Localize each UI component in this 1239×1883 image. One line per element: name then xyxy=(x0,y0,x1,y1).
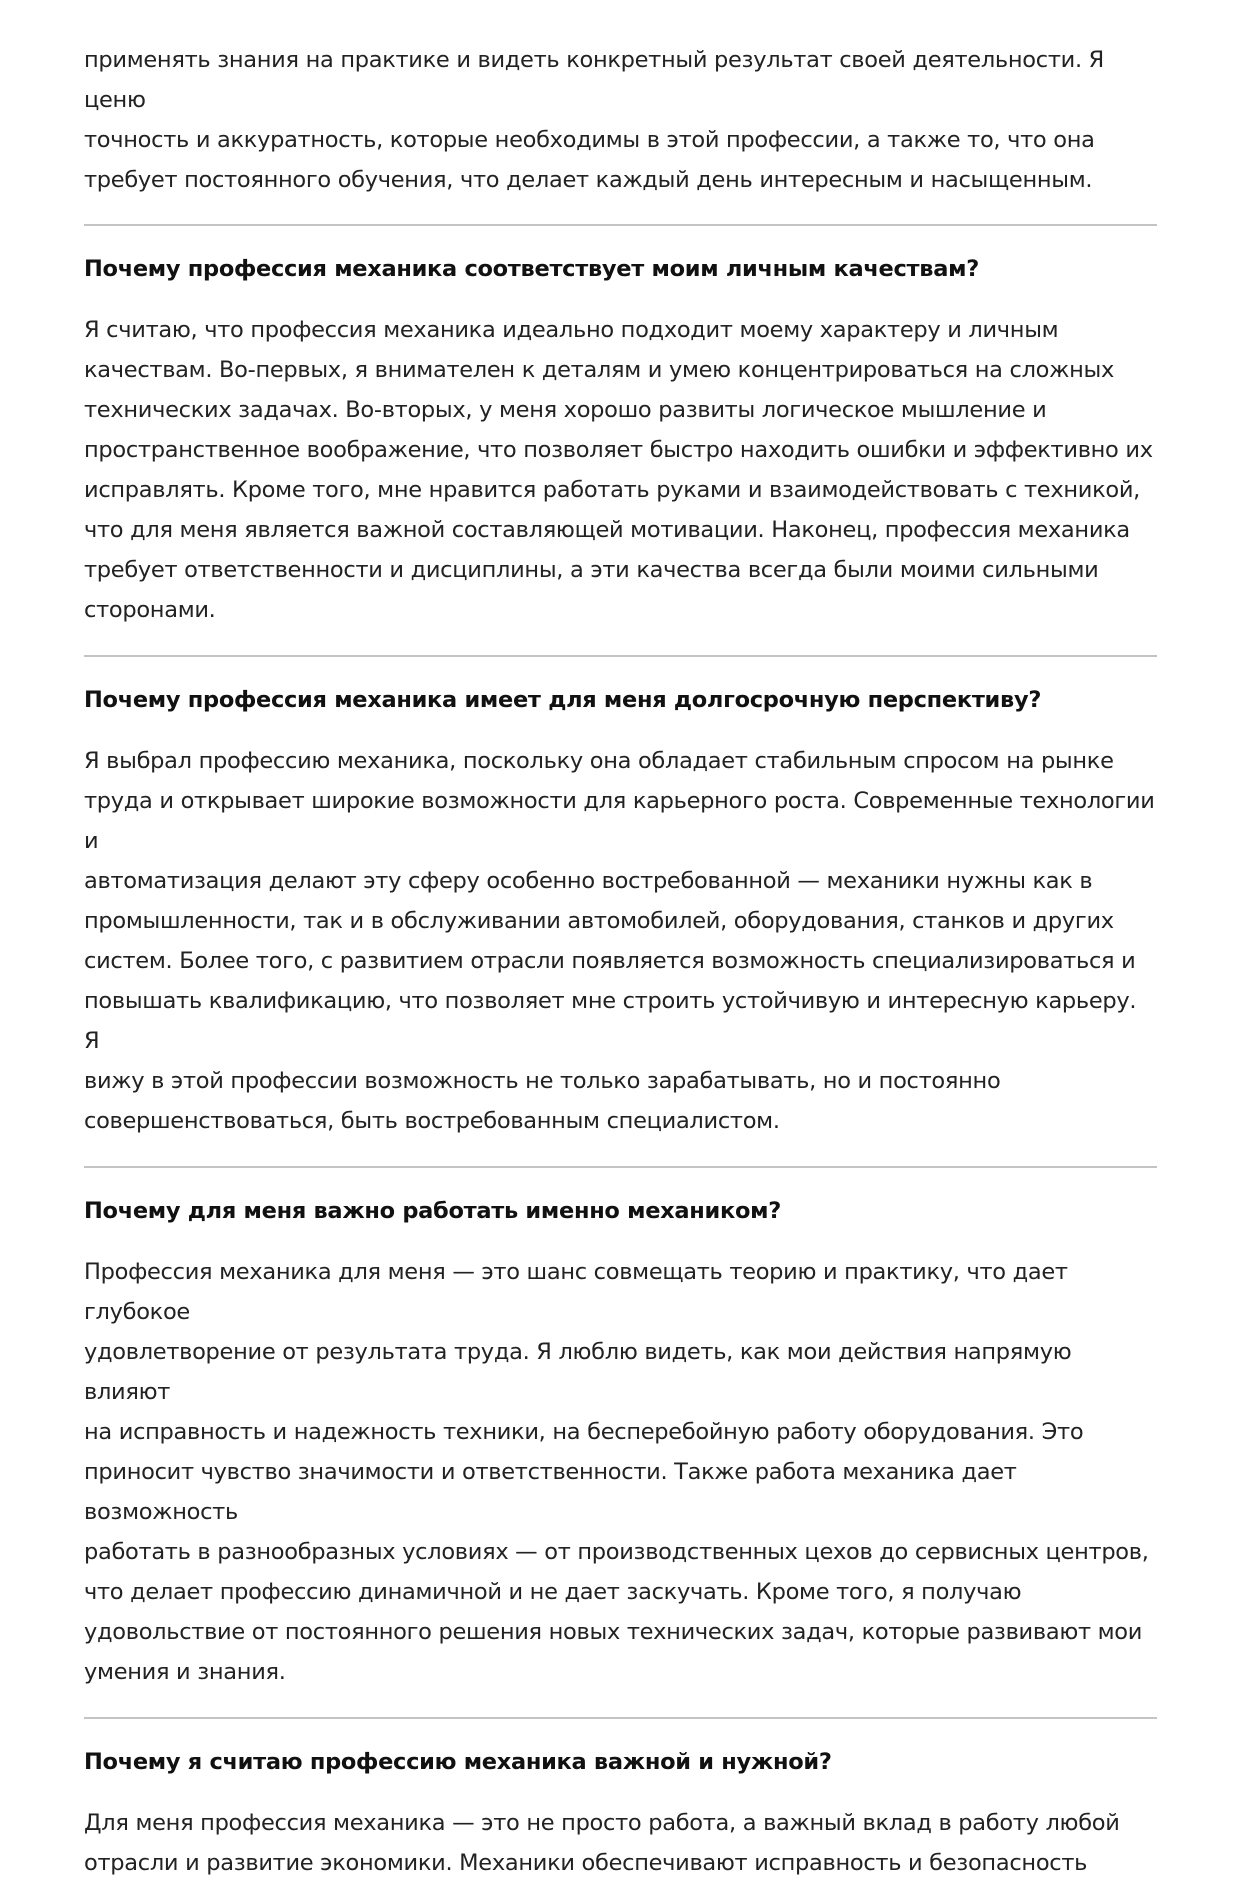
text-line: отрасли и развитие экономики. Механики обеспечивают исправность и безопасность xyxy=(84,1850,1088,1876)
text-line: требует постоянного обучения, что делает каждый день интересным и насыщенным. xyxy=(84,167,1093,193)
text-line: удовлетворение от результата труда. Я люблю видеть, как мои действия напрямую влияют xyxy=(84,1339,1072,1405)
document-page xyxy=(84,40,1157,1883)
text-line: Для меня профессия механика — это не просто работа, а важный вклад в работу любой xyxy=(84,1810,1120,1836)
text-line: что делает профессию динамичной и не дает заскучать. Кроме того, я получаю xyxy=(84,1579,1022,1605)
text-line: применять знания на практике и видеть конкретный результат своей деятельности. Я ценю xyxy=(84,47,1104,113)
section-heading: Почему для меня важно работать именно механиком? xyxy=(84,1198,781,1224)
text-line: приносит чувство значимости и ответственности. Также работа механика дает возможность xyxy=(84,1459,1017,1525)
text-line: вижу в этой профессии возможность не только зарабатывать, но и постоянно xyxy=(84,1068,1001,1094)
text-line: повышать квалификацию, что позволяет мне строить устойчивую и интересную карьеру. Я xyxy=(84,988,1137,1054)
text-line: Я считаю, что профессия механика идеально подходит моему характеру и личным xyxy=(84,317,1059,343)
text-line: точность и аккуратность, которые необходимы в этой профессии, а также то, что она xyxy=(84,127,1095,153)
text-line: сторонами. xyxy=(84,597,216,623)
text-line: технических задачах. Во-вторых, у меня хорошо развиты логическое мышление и xyxy=(84,397,1047,423)
text-line: на исправность и надежность техники, на бесперебойную работу оборудования. Это xyxy=(84,1419,1084,1445)
section-heading: Почему профессия механика соответствует моим личным качествам? xyxy=(84,256,979,282)
text-line: удовольствие от постоянного решения новых технических задач, которые развивают мои xyxy=(84,1619,1143,1645)
text-line: пространственное воображение, что позволяет быстро находить ошибки и эффективно их xyxy=(84,437,1153,463)
text-line: автоматизация делают эту сферу особенно востребованной — механики нужны как в xyxy=(84,868,1093,894)
section-paragraph xyxy=(84,310,1157,630)
text-line: совершенствоваться, быть востребованным специалистом. xyxy=(84,1108,780,1134)
text-line: исправлять. Кроме того, мне нравится работать руками и взаимодействовать с техникой, xyxy=(84,477,1141,503)
text-line: Профессия механика для меня — это шанс совмещать теорию и практику, что дает глубокое xyxy=(84,1259,1068,1325)
text-line: что для меня является важной составляющей мотивации. Наконец, профессия механика xyxy=(84,517,1130,543)
section-heading: Почему я считаю профессию механика важной и нужной? xyxy=(84,1749,832,1775)
text-line: Я выбрал профессию механика, поскольку она обладает стабильным спросом на рынке xyxy=(84,748,1114,774)
section-paragraph xyxy=(84,1803,1157,1883)
section-paragraph xyxy=(84,1252,1157,1692)
text-line: требует ответственности и дисциплины, а эти качества всегда были моими сильными xyxy=(84,557,1099,583)
section-heading: Почему профессия механика имеет для меня долгосрочную перспективу? xyxy=(84,687,1042,713)
text-line: работать в разнообразных условиях — от производственных цехов до сервисных центров, xyxy=(84,1539,1149,1565)
intro-paragraph xyxy=(84,40,1157,200)
text-line: промышленности, так и в обслуживании автомобилей, оборудования, станков и других xyxy=(84,908,1114,934)
text-line: труда и открывает широкие возможности для карьерного роста. Современные технологии и xyxy=(84,788,1155,854)
text-line: умения и знания. xyxy=(84,1659,286,1685)
text-line: систем. Более того, с развитием отрасли появляется возможность специализироваться и xyxy=(84,948,1136,974)
section-paragraph xyxy=(84,741,1157,1141)
text-line: качествам. Во-первых, я внимателен к деталям и умею концентрироваться на сложных xyxy=(84,357,1114,383)
